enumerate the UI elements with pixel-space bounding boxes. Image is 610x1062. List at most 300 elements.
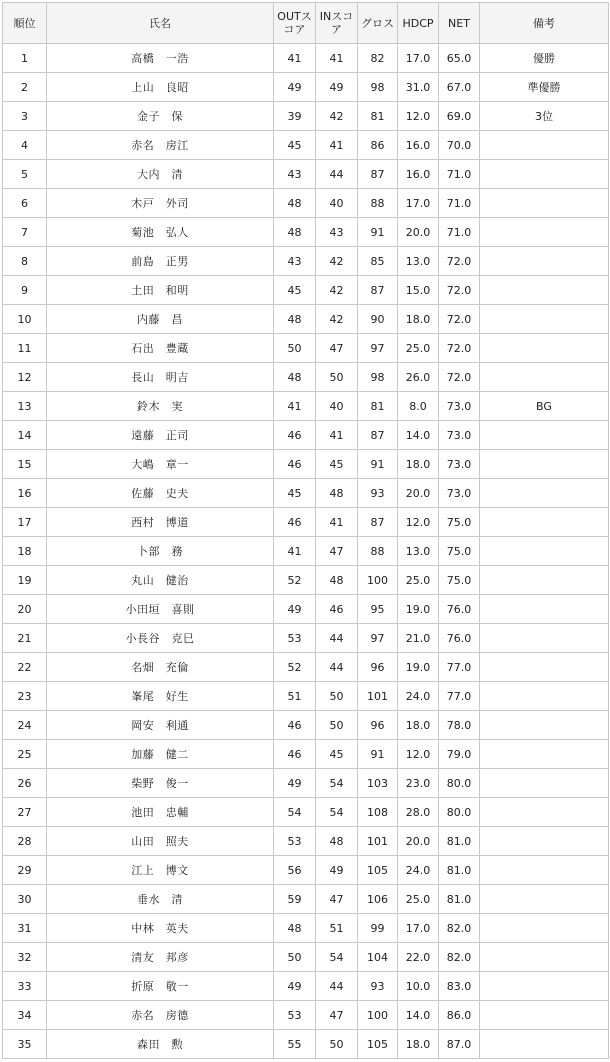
name-cell: 大嶋 章一 [47,450,274,479]
name-cell: 中林 英夫 [47,914,274,943]
gross-cell: 95 [358,595,398,624]
in-score-cell: 47 [316,334,358,363]
out-score-cell: 48 [274,189,316,218]
note-cell [480,537,609,566]
net-cell: 75.0 [439,537,480,566]
out-score-cell: 48 [274,218,316,247]
gross-cell: 91 [358,740,398,769]
out-score-cell: 45 [274,131,316,160]
rank-cell: 15 [3,450,47,479]
column-header-net: NET [439,3,480,44]
hdcp-cell: 31.0 [398,73,439,102]
name-cell: 折原 敬一 [47,972,274,1001]
name-cell: 赤名 房德 [47,1001,274,1030]
out-score-cell: 56 [274,856,316,885]
table-row [3,1030,609,1059]
name-cell: 江上 博文 [47,856,274,885]
rank-cell: 23 [3,682,47,711]
table-row [3,595,609,624]
hdcp-cell: 18.0 [398,305,439,334]
rank-cell: 31 [3,914,47,943]
hdcp-cell: 17.0 [398,914,439,943]
hdcp-cell: 8.0 [398,392,439,421]
name-cell: 前島 正男 [47,247,274,276]
results-table [2,2,609,1059]
gross-cell: 104 [358,943,398,972]
net-cell: 87.0 [439,1030,480,1059]
in-score-cell: 42 [316,247,358,276]
table-row [3,392,609,421]
rank-cell: 5 [3,160,47,189]
out-score-cell: 51 [274,682,316,711]
in-score-cell: 50 [316,682,358,711]
name-cell: 峯尾 好生 [47,682,274,711]
in-score-cell: 47 [316,885,358,914]
rank-cell: 25 [3,740,47,769]
out-score-cell: 48 [274,914,316,943]
net-cell: 73.0 [439,479,480,508]
net-cell: 73.0 [439,450,480,479]
in-score-cell: 49 [316,856,358,885]
rank-cell: 22 [3,653,47,682]
gross-cell: 81 [358,392,398,421]
net-cell: 78.0 [439,711,480,740]
note-cell [480,827,609,856]
table-row [3,305,609,334]
table-row [3,479,609,508]
out-score-cell: 59 [274,885,316,914]
out-score-cell: 43 [274,247,316,276]
in-score-cell: 51 [316,914,358,943]
out-score-cell: 49 [274,972,316,1001]
column-header-rank: 順位 [3,3,47,44]
out-score-cell: 52 [274,566,316,595]
gross-cell: 100 [358,566,398,595]
net-cell: 71.0 [439,218,480,247]
note-cell: BG [480,392,609,421]
in-score-cell: 54 [316,798,358,827]
out-score-cell: 52 [274,653,316,682]
net-cell: 81.0 [439,885,480,914]
name-cell: 池田 忠輔 [47,798,274,827]
out-score-cell: 50 [274,334,316,363]
note-cell [480,769,609,798]
out-score-cell: 43 [274,160,316,189]
in-score-cell: 49 [316,73,358,102]
note-cell [480,276,609,305]
net-cell: 75.0 [439,508,480,537]
hdcp-cell: 12.0 [398,508,439,537]
hdcp-cell: 15.0 [398,276,439,305]
rank-cell: 9 [3,276,47,305]
out-score-cell: 46 [274,450,316,479]
name-cell: 名畑 充倫 [47,653,274,682]
gross-cell: 88 [358,189,398,218]
note-cell [480,160,609,189]
hdcp-cell: 12.0 [398,102,439,131]
in-score-cell: 40 [316,392,358,421]
name-cell: 山田 照夫 [47,827,274,856]
note-cell [480,131,609,160]
hdcp-cell: 20.0 [398,827,439,856]
table-row [3,508,609,537]
note-cell [480,218,609,247]
gross-cell: 82 [358,44,398,73]
out-score-cell: 46 [274,740,316,769]
name-cell: 長山 明吉 [47,363,274,392]
net-cell: 75.0 [439,566,480,595]
out-score-cell: 53 [274,624,316,653]
rank-cell: 10 [3,305,47,334]
net-cell: 80.0 [439,769,480,798]
table-row [3,276,609,305]
out-score-cell: 39 [274,102,316,131]
hdcp-cell: 16.0 [398,131,439,160]
table-row [3,73,609,102]
net-cell: 83.0 [439,972,480,1001]
name-cell: 岡安 利通 [47,711,274,740]
table-row [3,653,609,682]
out-score-cell: 48 [274,305,316,334]
table-row [3,769,609,798]
net-cell: 72.0 [439,334,480,363]
in-score-cell: 48 [316,566,358,595]
name-cell: 加藤 健二 [47,740,274,769]
hdcp-cell: 13.0 [398,537,439,566]
hdcp-cell: 13.0 [398,247,439,276]
in-score-cell: 44 [316,972,358,1001]
rank-cell: 6 [3,189,47,218]
rank-cell: 17 [3,508,47,537]
hdcp-cell: 14.0 [398,1001,439,1030]
note-cell [480,479,609,508]
rank-cell: 7 [3,218,47,247]
net-cell: 67.0 [439,73,480,102]
gross-cell: 96 [358,711,398,740]
name-cell: 丸山 健治 [47,566,274,595]
hdcp-cell: 28.0 [398,798,439,827]
hdcp-cell: 17.0 [398,44,439,73]
note-cell [480,450,609,479]
hdcp-cell: 20.0 [398,479,439,508]
name-cell: 小長谷 克巳 [47,624,274,653]
hdcp-cell: 25.0 [398,334,439,363]
in-score-cell: 47 [316,1001,358,1030]
net-cell: 82.0 [439,914,480,943]
table-row [3,537,609,566]
name-cell: 土田 和明 [47,276,274,305]
note-cell [480,363,609,392]
table-row [3,189,609,218]
in-score-cell: 46 [316,595,358,624]
name-cell: 菊池 弘人 [47,218,274,247]
table-row [3,943,609,972]
out-score-cell: 41 [274,537,316,566]
out-score-cell: 53 [274,827,316,856]
in-score-cell: 44 [316,624,358,653]
table-row [3,624,609,653]
gross-cell: 98 [358,363,398,392]
table-row [3,450,609,479]
out-score-cell: 49 [274,595,316,624]
net-cell: 71.0 [439,160,480,189]
hdcp-cell: 17.0 [398,189,439,218]
column-header-note: 備考 [480,3,609,44]
rank-cell: 34 [3,1001,47,1030]
gross-cell: 105 [358,1030,398,1059]
note-cell [480,334,609,363]
name-cell: 鈴木 実 [47,392,274,421]
gross-cell: 86 [358,131,398,160]
hdcp-cell: 22.0 [398,943,439,972]
table-row [3,711,609,740]
in-score-cell: 50 [316,1030,358,1059]
table-row [3,856,609,885]
table-row [3,1001,609,1030]
gross-cell: 99 [358,914,398,943]
in-score-cell: 54 [316,769,358,798]
note-cell [480,1001,609,1030]
in-score-cell: 41 [316,44,358,73]
rank-cell: 14 [3,421,47,450]
out-score-cell: 41 [274,44,316,73]
rank-cell: 8 [3,247,47,276]
hdcp-cell: 24.0 [398,682,439,711]
note-cell [480,740,609,769]
hdcp-cell: 19.0 [398,595,439,624]
column-header-out-score: OUTスコア [274,3,316,44]
out-score-cell: 49 [274,769,316,798]
in-score-cell: 42 [316,102,358,131]
rank-cell: 27 [3,798,47,827]
rank-cell: 21 [3,624,47,653]
gross-cell: 105 [358,856,398,885]
column-header-hdcp: HDCP [398,3,439,44]
hdcp-cell: 19.0 [398,653,439,682]
table-row [3,218,609,247]
name-cell: 高橋 一浩 [47,44,274,73]
gross-cell: 96 [358,653,398,682]
name-cell: 上山 良昭 [47,73,274,102]
in-score-cell: 50 [316,363,358,392]
net-cell: 80.0 [439,798,480,827]
in-score-cell: 47 [316,537,358,566]
in-score-cell: 45 [316,450,358,479]
rank-cell: 33 [3,972,47,1001]
net-cell: 81.0 [439,856,480,885]
note-cell [480,189,609,218]
table-row [3,740,609,769]
gross-cell: 87 [358,160,398,189]
rank-cell: 13 [3,392,47,421]
net-cell: 77.0 [439,682,480,711]
table-row [3,972,609,1001]
gross-cell: 108 [358,798,398,827]
net-cell: 81.0 [439,827,480,856]
table-row [3,102,609,131]
rank-cell: 2 [3,73,47,102]
in-score-cell: 48 [316,827,358,856]
net-cell: 73.0 [439,421,480,450]
table-row [3,160,609,189]
out-score-cell: 53 [274,1001,316,1030]
in-score-cell: 42 [316,276,358,305]
name-cell: 石出 豊蔵 [47,334,274,363]
table-row [3,566,609,595]
hdcp-cell: 25.0 [398,885,439,914]
gross-cell: 101 [358,682,398,711]
net-cell: 79.0 [439,740,480,769]
net-cell: 73.0 [439,392,480,421]
name-cell: 西村 博道 [47,508,274,537]
hdcp-cell: 18.0 [398,450,439,479]
out-score-cell: 50 [274,943,316,972]
gross-cell: 93 [358,972,398,1001]
net-cell: 70.0 [439,131,480,160]
in-score-cell: 54 [316,943,358,972]
note-cell [480,508,609,537]
net-cell: 72.0 [439,276,480,305]
table-row [3,247,609,276]
rank-cell: 24 [3,711,47,740]
in-score-cell: 41 [316,508,358,537]
column-header-name: 氏名 [47,3,274,44]
table-row [3,682,609,711]
gross-cell: 101 [358,827,398,856]
header-row [3,3,609,44]
note-cell [480,885,609,914]
table-row [3,827,609,856]
name-cell: 卜部 務 [47,537,274,566]
net-cell: 72.0 [439,363,480,392]
table-row [3,798,609,827]
hdcp-cell: 10.0 [398,972,439,1001]
gross-cell: 103 [358,769,398,798]
rank-cell: 18 [3,537,47,566]
rank-cell: 1 [3,44,47,73]
note-cell [480,624,609,653]
note-cell [480,566,609,595]
hdcp-cell: 26.0 [398,363,439,392]
in-score-cell: 42 [316,305,358,334]
hdcp-cell: 18.0 [398,1030,439,1059]
rank-cell: 16 [3,479,47,508]
note-cell [480,711,609,740]
rank-cell: 26 [3,769,47,798]
net-cell: 76.0 [439,624,480,653]
name-cell: 清友 邦彦 [47,943,274,972]
in-score-cell: 44 [316,653,358,682]
table-row [3,914,609,943]
table-row [3,885,609,914]
gross-cell: 93 [358,479,398,508]
rank-cell: 32 [3,943,47,972]
out-score-cell: 46 [274,421,316,450]
gross-cell: 90 [358,305,398,334]
net-cell: 65.0 [439,44,480,73]
in-score-cell: 44 [316,160,358,189]
note-cell: 優勝 [480,44,609,73]
in-score-cell: 45 [316,740,358,769]
hdcp-cell: 12.0 [398,740,439,769]
name-cell: 小田垣 喜則 [47,595,274,624]
net-cell: 77.0 [439,653,480,682]
gross-cell: 97 [358,624,398,653]
out-score-cell: 46 [274,508,316,537]
gross-cell: 100 [358,1001,398,1030]
rank-cell: 12 [3,363,47,392]
gross-cell: 87 [358,276,398,305]
gross-cell: 87 [358,421,398,450]
gross-cell: 98 [358,73,398,102]
name-cell: 森田 勲 [47,1030,274,1059]
out-score-cell: 48 [274,363,316,392]
note-cell [480,421,609,450]
rank-cell: 35 [3,1030,47,1059]
note-cell [480,914,609,943]
name-cell: 金子 保 [47,102,274,131]
name-cell: 垂水 清 [47,885,274,914]
in-score-cell: 40 [316,189,358,218]
in-score-cell: 48 [316,479,358,508]
out-score-cell: 49 [274,73,316,102]
out-score-cell: 54 [274,798,316,827]
out-score-cell: 45 [274,479,316,508]
out-score-cell: 46 [274,711,316,740]
hdcp-cell: 23.0 [398,769,439,798]
name-cell: 遠藤 正司 [47,421,274,450]
out-score-cell: 55 [274,1030,316,1059]
gross-cell: 97 [358,334,398,363]
table-row [3,131,609,160]
hdcp-cell: 14.0 [398,421,439,450]
gross-cell: 85 [358,247,398,276]
hdcp-cell: 24.0 [398,856,439,885]
rank-cell: 3 [3,102,47,131]
out-score-cell: 41 [274,392,316,421]
note-cell [480,595,609,624]
gross-cell: 81 [358,102,398,131]
note-cell [480,798,609,827]
column-header-in-score: INスコア [316,3,358,44]
rank-cell: 29 [3,856,47,885]
net-cell: 71.0 [439,189,480,218]
gross-cell: 87 [358,508,398,537]
note-cell [480,856,609,885]
hdcp-cell: 21.0 [398,624,439,653]
gross-cell: 91 [358,218,398,247]
name-cell: 佐藤 史夫 [47,479,274,508]
rank-cell: 4 [3,131,47,160]
hdcp-cell: 20.0 [398,218,439,247]
in-score-cell: 41 [316,421,358,450]
note-cell [480,972,609,1001]
hdcp-cell: 16.0 [398,160,439,189]
net-cell: 76.0 [439,595,480,624]
note-cell [480,943,609,972]
in-score-cell: 41 [316,131,358,160]
note-cell [480,305,609,334]
table-row [3,421,609,450]
rank-cell: 20 [3,595,47,624]
name-cell: 赤名 房江 [47,131,274,160]
note-cell: 準優勝 [480,73,609,102]
hdcp-cell: 25.0 [398,566,439,595]
hdcp-cell: 18.0 [398,711,439,740]
rank-cell: 30 [3,885,47,914]
net-cell: 72.0 [439,247,480,276]
net-cell: 82.0 [439,943,480,972]
